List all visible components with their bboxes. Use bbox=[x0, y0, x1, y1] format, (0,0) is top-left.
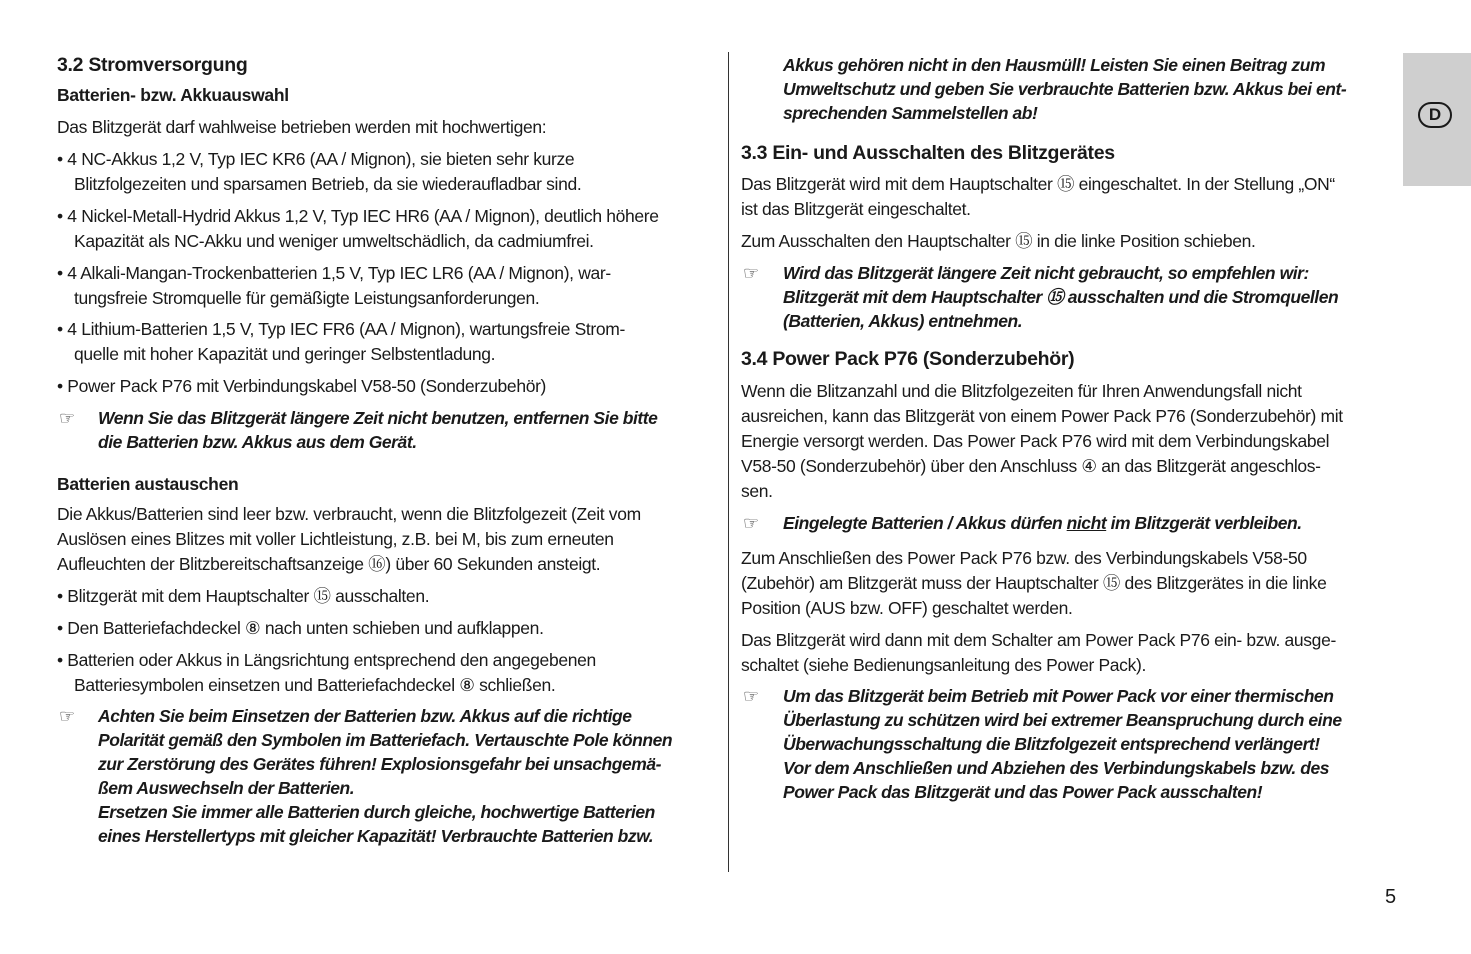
section-title-3-2: 3.2 Stromversorgung bbox=[57, 54, 248, 76]
paragraph-line: Das Blitzgerät wird mit dem Hauptschalter ⑮ eingeschaltet. In der Stellung „ON“ bbox=[741, 174, 1335, 194]
note-line: Polarität gemäß den Symbolen im Batteriefach. Vertauschte Pole können bbox=[98, 730, 673, 750]
note-line: Achten Sie beim Einsetzen der Batterien bzw. Akkus auf die richtige bbox=[98, 706, 632, 726]
bullet-line: • Power Pack P76 mit Verbindungskabel V58-50 (Sonderzubehör) bbox=[57, 374, 546, 399]
subheading-battery-choice: Batterien- bzw. Akkuauswahl bbox=[57, 85, 289, 105]
bullet-item bbox=[57, 374, 546, 399]
replace-paragraph bbox=[57, 502, 641, 577]
bullet-item bbox=[57, 261, 611, 311]
note-line: Vor dem Anschließen und Abziehen des Verbindungskabels bzw. des bbox=[783, 758, 1330, 778]
note-line bbox=[783, 511, 1302, 535]
bullet-line: • 4 Nickel-Metall-Hydrid Akkus 1,2 V, Typ IEC HR6 (AA / Mignon), deutlich höhere bbox=[57, 204, 659, 229]
note-line: Power Pack das Blitzgerät und das Power Pack ausschalten! bbox=[783, 782, 1263, 802]
note-underlined-word: nicht bbox=[1066, 513, 1107, 533]
note-switch-off bbox=[783, 261, 1338, 333]
note-line: Umweltschutz und geben Sie verbrauchte Batterien bzw. Akkus bei ent- bbox=[783, 79, 1347, 99]
note-line: Überlastung zu schützen wird bei extremer Beanspruchung durch eine bbox=[783, 710, 1342, 730]
note-line: zur Zerstörung des Gerätes führen! Explosionsgefahr bei unsachgemä- bbox=[98, 754, 662, 774]
language-tab bbox=[1403, 53, 1471, 186]
note-line: Überwachungsschaltung die Blitzfolgezeit entsprechend verlängert! bbox=[783, 734, 1320, 754]
intro-line: Das Blitzgerät darf wahlweise betrieben werden mit hochwertigen: bbox=[57, 117, 547, 137]
bullet-line: Blitzfolgezeiten und sparsamen Betrieb, da sie wiederaufladbar sind. bbox=[74, 174, 582, 194]
note-line: ßem Auswechseln der Batterien. bbox=[98, 778, 355, 798]
s34-paragraph-1 bbox=[741, 379, 1343, 504]
pointing-hand-icon: ☞ bbox=[743, 686, 760, 706]
bullet-item bbox=[57, 317, 625, 367]
pointing-hand-icon: ☞ bbox=[59, 706, 76, 726]
section-title-3-3: 3.3 Ein- und Ausschalten des Blitzgerätes bbox=[741, 142, 1115, 164]
page-number: 5 bbox=[1385, 886, 1397, 908]
note-line: Blitzgerät mit dem Hauptschalter ⑮ ausschalten und die Stromquellen bbox=[783, 287, 1339, 307]
paragraph-line: Zum Ausschalten den Hauptschalter ⑮ in die linke Position schieben. bbox=[741, 231, 1256, 251]
note-line: Wird das Blitzgerät längere Zeit nicht gebraucht, so empfehlen wir: bbox=[783, 263, 1309, 283]
note-remove-batteries bbox=[98, 406, 657, 454]
paragraph-line: Wenn die Blitzanzahl und die Blitzfolgezeiten für Ihren Anwendungsfall nicht bbox=[741, 381, 1302, 401]
s34-paragraph-2 bbox=[741, 546, 1326, 621]
note-line: Akkus gehören nicht in den Hausmüll! Leisten Sie einen Beitrag zum bbox=[783, 55, 1326, 75]
note-polarity bbox=[98, 704, 672, 848]
note-line: eines Herstellertyps mit gleicher Kapazität! Verbrauchte Batterien bzw. bbox=[98, 826, 654, 846]
bullet-item bbox=[57, 648, 596, 698]
bullet-item bbox=[57, 616, 544, 641]
language-tab-letter: D bbox=[1418, 102, 1452, 128]
bullet-line: • 4 Alkali-Mangan-Trockenbatterien 1,5 V, Typ IEC LR6 (AA / Mignon), war- bbox=[57, 261, 611, 286]
note-line: sprechenden Sammelstellen ab! bbox=[783, 103, 1038, 123]
paragraph-line: Position (AUS bzw. OFF) geschaltet werden. bbox=[741, 598, 1073, 618]
pointing-hand-icon: ☞ bbox=[743, 263, 760, 283]
bullet-line: • Batterien oder Akkus in Längsrichtung entsprechend den angegebenen bbox=[57, 648, 596, 673]
note-text: im Blitzgerät verbleiben. bbox=[1106, 513, 1302, 533]
subheading-replace-batteries: Batterien austauschen bbox=[57, 474, 239, 494]
paragraph-line: Zum Anschließen des Power Pack P76 bzw. des Verbindungskabels V58-50 bbox=[741, 548, 1307, 568]
paragraph-line: Aufleuchten der Blitzbereitschaftsanzeige ⑯) über 60 Sekunden ansteigt. bbox=[57, 554, 601, 574]
bullet-line: • Blitzgerät mit dem Hauptschalter ⑮ ausschalten. bbox=[57, 584, 429, 609]
bullet-line: • Den Batteriefachdeckel ⑧ nach unten schieben und aufklappen. bbox=[57, 616, 544, 641]
bullet-line: Batteriesymbolen einsetzen und Batteriefachdeckel ⑧ schließen. bbox=[74, 675, 556, 695]
note-line: die Batterien bzw. Akkus aus dem Gerät. bbox=[98, 432, 417, 452]
bullet-line: Kapazität als NC-Akku und weniger umweltschädlich, da cadmiumfrei. bbox=[74, 231, 594, 251]
bullet-line: • 4 NC-Akkus 1,2 V, Typ IEC KR6 (AA / Mignon), sie bieten sehr kurze bbox=[57, 147, 581, 172]
note-continuation bbox=[783, 53, 1346, 125]
bullet-item bbox=[57, 584, 429, 609]
pointing-hand-icon: ☞ bbox=[743, 513, 760, 533]
paragraph-line: (Zubehör) am Blitzgerät muss der Hauptschalter ⑮ des Blitzgerätes in die linke bbox=[741, 573, 1327, 593]
note-line: Um das Blitzgerät beim Betrieb mit Power Pack vor einer thermischen bbox=[783, 686, 1334, 706]
note-thermal-protection bbox=[783, 684, 1342, 804]
bullet-line: • 4 Lithium-Batterien 1,5 V, Typ IEC FR6 (AA / Mignon), wartungsfreie Strom- bbox=[57, 317, 625, 342]
pointing-hand-icon: ☞ bbox=[59, 408, 76, 428]
note-batteries-must-not-remain bbox=[783, 511, 1302, 535]
note-text: Eingelegte Batterien / Akkus dürfen bbox=[783, 513, 1067, 533]
note-line: Wenn Sie das Blitzgerät längere Zeit nicht benutzen, entfernen Sie bitte bbox=[98, 408, 658, 428]
section-title-3-4: 3.4 Power Pack P76 (Sonderzubehör) bbox=[741, 348, 1075, 370]
bullet-line: quelle mit hoher Kapazität und geringer Selbstentladung. bbox=[74, 344, 496, 364]
note-line: Ersetzen Sie immer alle Batterien durch gleiche, hochwertige Batterien bbox=[98, 802, 655, 822]
bullet-item bbox=[57, 147, 581, 197]
note-line: (Batterien, Akkus) entnehmen. bbox=[783, 311, 1023, 331]
column-divider bbox=[728, 52, 729, 872]
paragraph-line: V58-50 (Sonderzubehör) über den Anschluss ④ an das Blitzgerät angeschlos- bbox=[741, 456, 1321, 476]
paragraph-line: ausreichen, kann das Blitzgerät von einem Power Pack P76 (Sonderzubehör) mit bbox=[741, 406, 1343, 426]
intro-paragraph bbox=[57, 115, 546, 140]
paragraph-line: Die Akkus/Batterien sind leer bzw. verbraucht, wenn die Blitzfolgezeit (Zeit vom bbox=[57, 504, 641, 524]
s33-paragraph-2 bbox=[741, 229, 1256, 254]
bullet-item bbox=[57, 204, 659, 254]
s33-paragraph-1 bbox=[741, 172, 1335, 222]
paragraph-line: Energie versorgt werden. Das Power Pack P76 wird mit dem Verbindungskabel bbox=[741, 431, 1330, 451]
paragraph-line: sen. bbox=[741, 481, 773, 501]
s34-paragraph-3 bbox=[741, 628, 1336, 678]
paragraph-line: Das Blitzgerät wird dann mit dem Schalter am Power Pack P76 ein- bzw. ausge- bbox=[741, 630, 1336, 650]
paragraph-line: schaltet (siehe Bedienungsanleitung des Power Pack). bbox=[741, 655, 1146, 675]
paragraph-line: Auslösen eines Blitzes mit voller Lichtleistung, z.B. bei M, bis zum erneuten bbox=[57, 529, 614, 549]
bullet-line: tungsfreie Stromquelle für gemäßigte Leistungsanforderungen. bbox=[74, 288, 540, 308]
paragraph-line: ist das Blitzgerät eingeschaltet. bbox=[741, 199, 971, 219]
